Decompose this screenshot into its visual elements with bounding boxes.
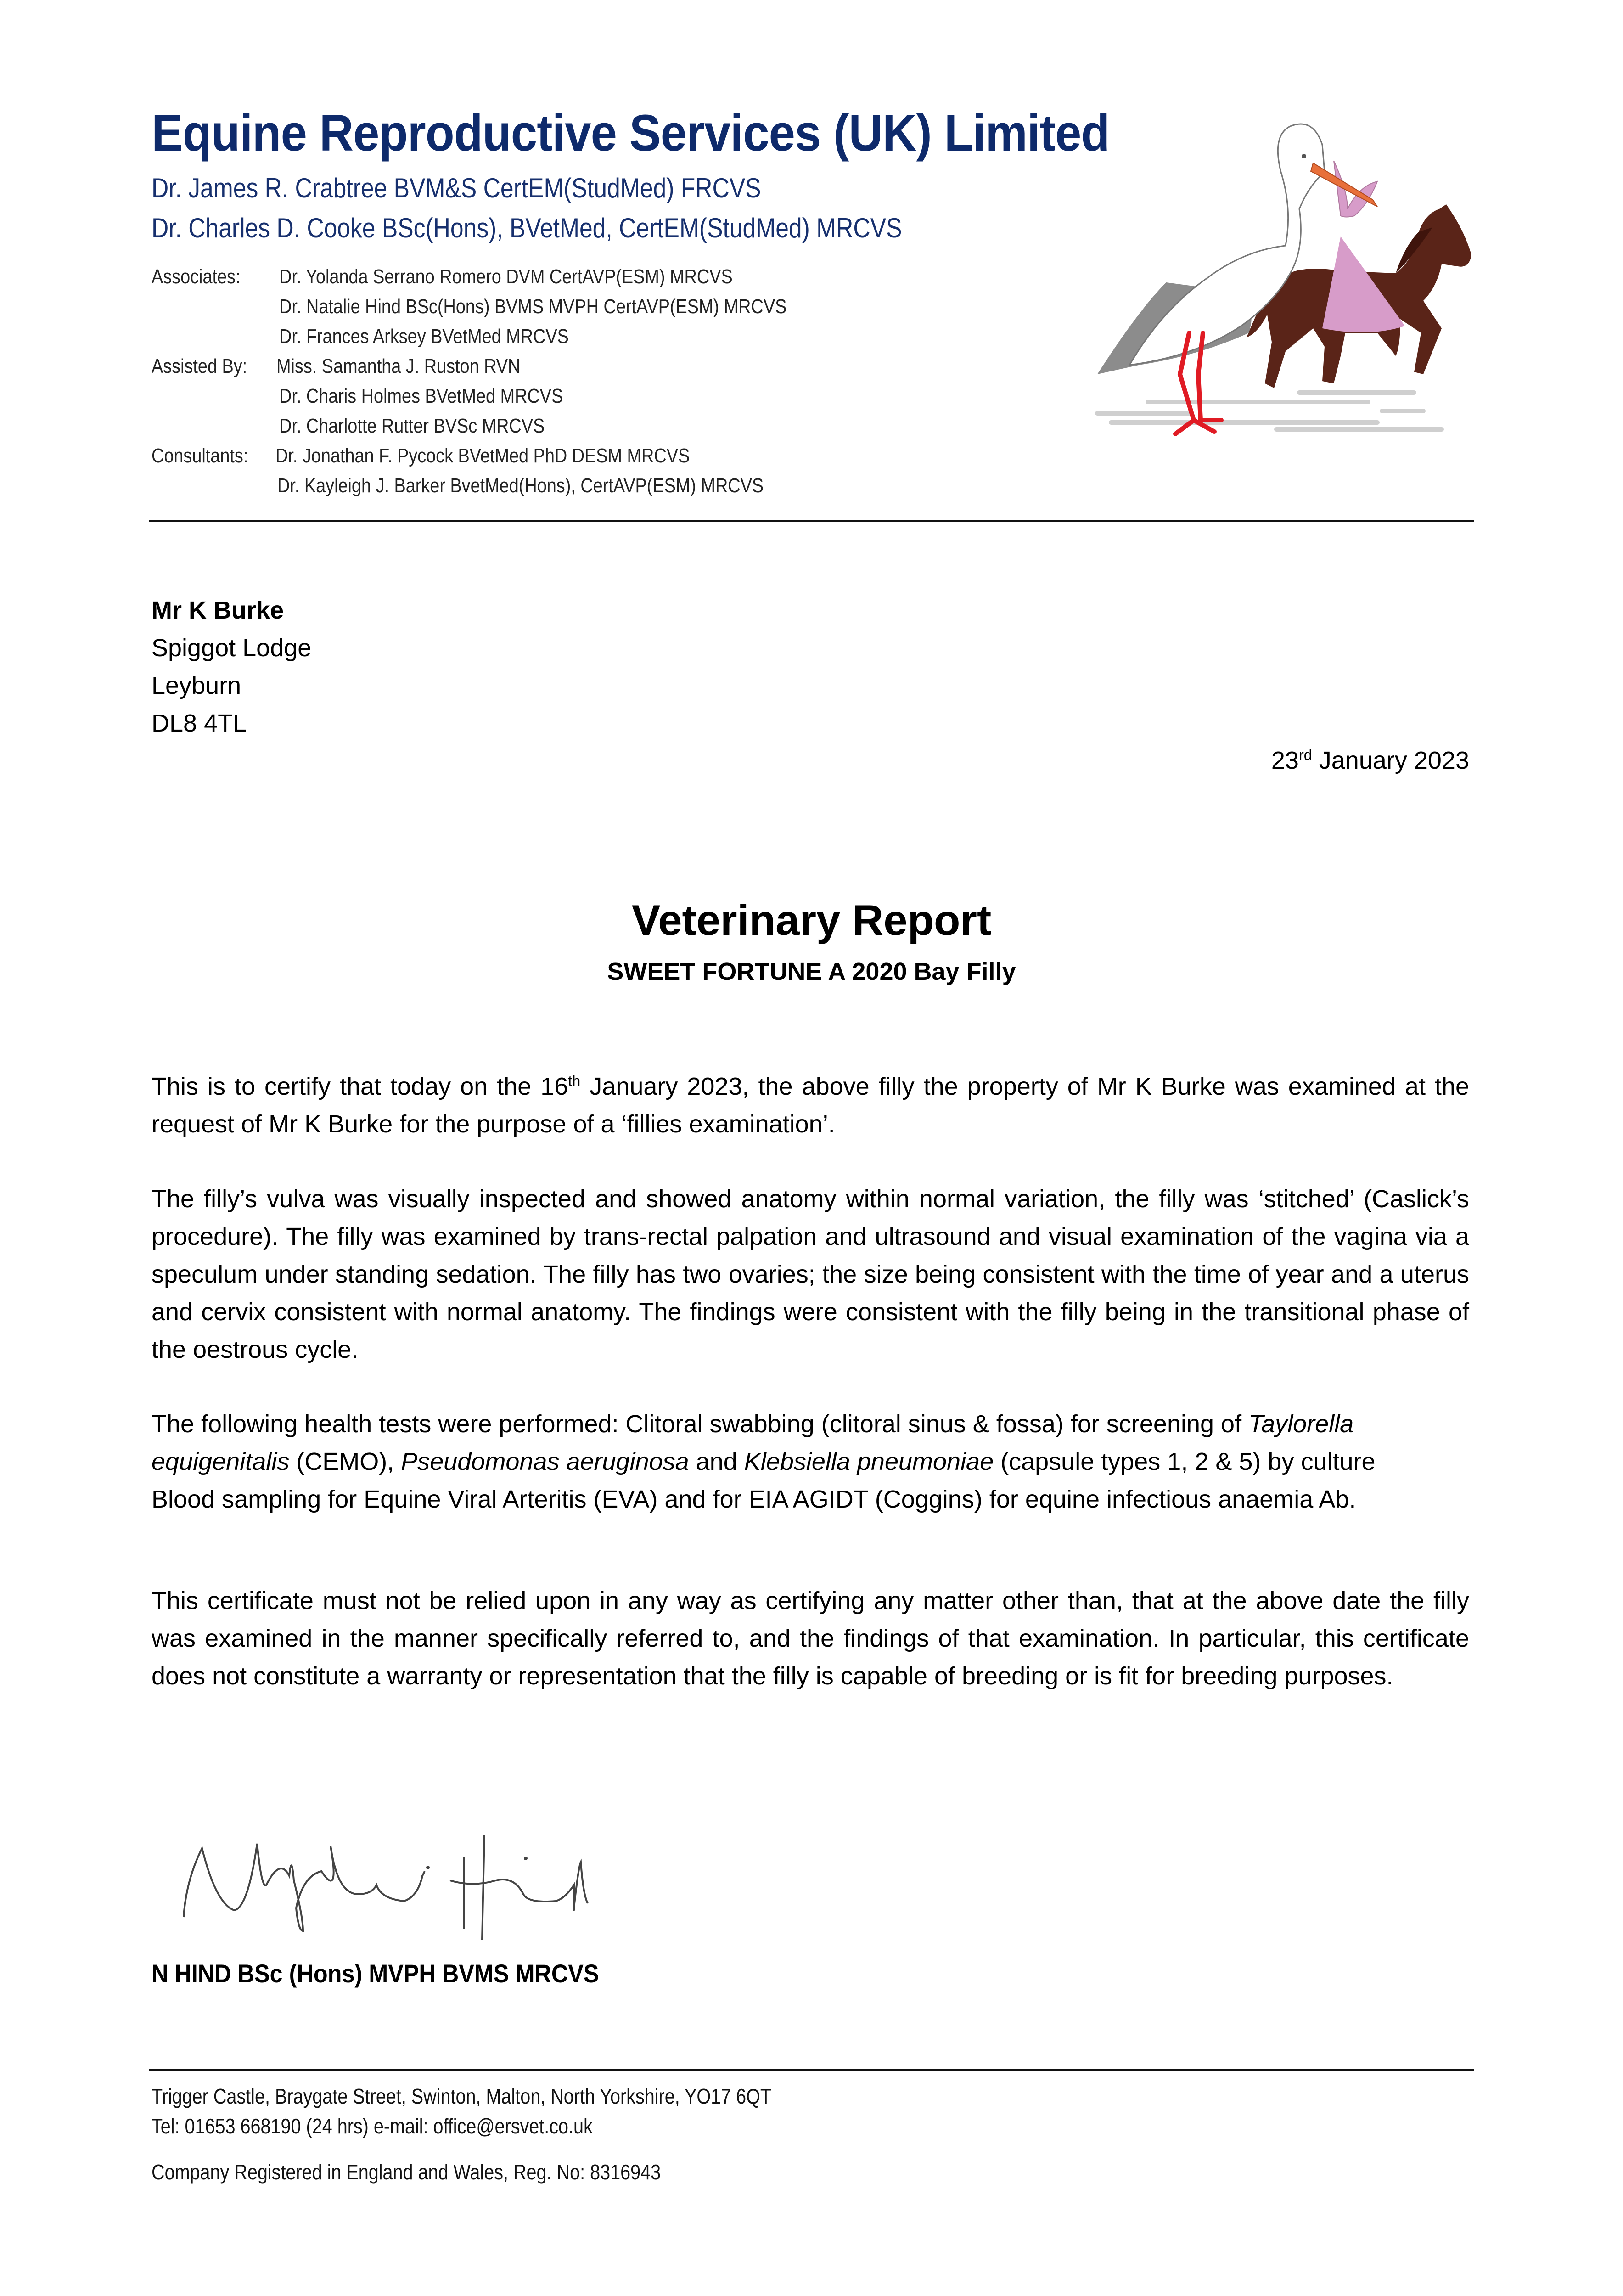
staff-name: Dr. Charlotte Rutter BVSc MRCVS	[279, 415, 545, 437]
staff-name: Dr. Kayleigh J. Barker BvetMed(Hons), CertAVP(ESM) MRCVS	[277, 474, 764, 497]
header-divider	[149, 520, 1474, 522]
footer-registration: Company Registered in England and Wales, Reg. No: 8316943	[152, 2160, 661, 2184]
staff-name: Dr. Charis Holmes BVetMed MRCVS	[279, 385, 563, 407]
staff-name: Dr. Natalie Hind BSc(Hons) BVMS MVPH CertAVP(ESM) MRCVS	[279, 295, 787, 318]
partner-line: Dr. Charles D. Cooke BSc(Hons), BVetMed, CertEM(StudMed) MRCVS	[152, 213, 902, 243]
recipient-address-line: DL8 4TL	[152, 709, 247, 737]
staff-name: Miss. Samantha J. Ruston RVN	[276, 355, 521, 377]
staff-label: Associates:	[152, 265, 241, 288]
partner-line: Dr. James R. Crabtree BVM&S CertEM(StudMed) FRCVS	[152, 173, 761, 203]
recipient-name: Mr K Burke	[152, 597, 284, 624]
report-subtitle: SWEET FORTUNE A 2020 Bay Filly	[607, 958, 1016, 985]
findings-paragraph: The filly’s vulva was visually inspected and showed anatomy within normal variation, the filly was ‘stitched’ (Caslick’s procedure). The filly was examined by trans-rectal palpation and ultrasound and visual examination of the vagina via a speculum under standing sedation. The filly has two ovaries; the size being consistent with the time of year and a uterus and cervix consistent with normal anatomy. The findings were consistent with the filly being in the transitional phase of the oestrous cycle.	[152, 1185, 1469, 1363]
handwritten-signature	[174, 1825, 725, 1945]
footer-address: Trigger Castle, Braygate Street, Swinton, Malton, North Yorkshire, YO17 6QT	[152, 2084, 772, 2108]
disclaimer-paragraph: This certificate must not be relied upon in any way as certifying any matter other than, that at the above date the filly was examined in the manner specifically referred to, and the findings of that examination. In particular, this certificate does not constitute a warranty or representation that the filly is capable of breeding or is fit for breeding purposes.	[152, 1587, 1469, 1690]
health-tests-paragraph: The following health tests were performed: Clitoral swabbing (clitoral sinus & fossa) for screening of Taylorella equigenitalis (CEMO), Pseudomonas aeruginosa and Klebsiella pneumoniae (capsule types 1, 2 & 5) by culture Blood sampling for Equine Viral Arteritis (EVA) and for EIA AGIDT (Coggins) for equine infectious anaemia Ab.	[152, 1410, 1376, 1513]
company-name: Equine Reproductive Services (UK) Limited	[152, 104, 1110, 162]
signatory-name: N HIND BSc (Hons) MVPH BVMS MRCVS	[152, 1959, 599, 1988]
staff-name: Dr. Yolanda Serrano Romero DVM CertAVP(ESM) MRCVS	[279, 265, 733, 288]
footer-divider	[149, 2069, 1474, 2071]
certification-paragraph: This is to certify that today on the 16th January 2023, the above filly the property of Mr K Burke was examined at the request of Mr K Burke for the purpose of a ‘fillies examination’.	[152, 1073, 1469, 1138]
footer-contact: Tel: 01653 668190 (24 hrs) e-mail: office@ersvet.co.uk	[152, 2114, 593, 2138]
letter-date: 23rd January 2023	[1271, 747, 1469, 774]
report-title: Veterinary Report	[631, 896, 992, 944]
staff-name: Dr. Jonathan F. Pycock BVetMed PhD DESM MRCVS	[275, 445, 690, 467]
staff-label: Assisted By:	[152, 355, 247, 377]
recipient-address-line: Leyburn	[152, 672, 241, 699]
recipient-address-line: Spiggot Lodge	[152, 634, 312, 662]
staff-label: Consultants:	[152, 445, 248, 467]
staff-name: Dr. Frances Arksey BVetMed MRCVS	[279, 325, 569, 348]
stork-carrying-foal-icon	[1084, 117, 1474, 439]
